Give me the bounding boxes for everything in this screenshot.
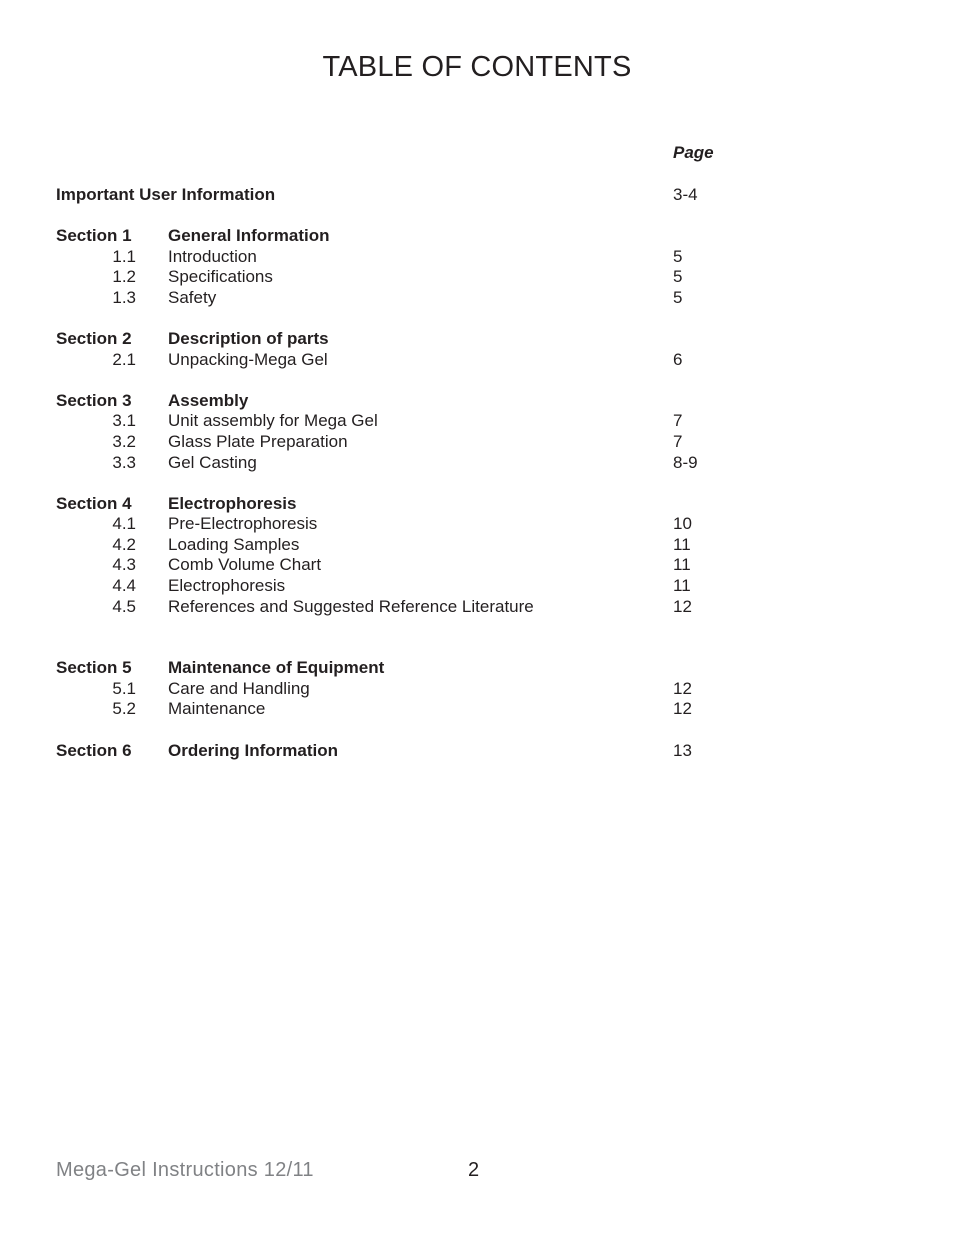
item-number: 3.2 xyxy=(112,432,136,451)
toc-item-4-3 xyxy=(0,554,954,575)
item-number: 4.1 xyxy=(112,514,136,533)
section-title: Maintenance of Equipment xyxy=(168,658,385,677)
toc-item-5-1 xyxy=(0,678,954,699)
item-title: Glass Plate Preparation xyxy=(168,432,348,451)
item-number: 1.3 xyxy=(112,288,136,307)
item-page: 7 xyxy=(673,432,683,451)
toc-item-4-4 xyxy=(0,575,954,596)
toc-item-5-2 xyxy=(0,698,954,719)
item-title: Comb Volume Chart xyxy=(168,555,322,574)
toc-section-4 xyxy=(0,493,954,514)
item-title: Gel Casting xyxy=(168,453,257,472)
footer-page-number: 2 xyxy=(468,1159,480,1181)
item-title: Unpacking-Mega Gel xyxy=(168,350,328,369)
toc-section-3 xyxy=(0,390,954,411)
toc-section-5 xyxy=(0,657,954,678)
item-page: 8-9 xyxy=(673,453,698,472)
item-page: 12 xyxy=(673,597,692,616)
item-number: 2.1 xyxy=(112,350,136,369)
item-title: Loading Samples xyxy=(168,535,300,554)
toc-item-4-2 xyxy=(0,534,954,555)
item-number: 1.2 xyxy=(112,267,136,286)
page-column-header: Page xyxy=(673,143,714,162)
item-page: 7 xyxy=(673,411,683,430)
section-label: Section 3 xyxy=(56,391,132,410)
section-label: Section 5 xyxy=(56,658,132,677)
toc-section-6 xyxy=(0,740,954,761)
section-title: Description of parts xyxy=(168,329,329,348)
item-number: 3.1 xyxy=(112,411,136,430)
item-page: 11 xyxy=(673,535,691,554)
item-number: 5.2 xyxy=(112,699,136,718)
item-number: 4.3 xyxy=(112,555,136,574)
item-title: Electrophoresis xyxy=(168,576,286,595)
important-info-page: 3-4 xyxy=(673,185,698,204)
section-label: Section 4 xyxy=(56,494,132,513)
toc-item-1-2 xyxy=(0,266,954,287)
important-info-label: Important User Information xyxy=(56,185,276,204)
footer-doc-name: Mega-Gel Instructions 12/11 xyxy=(56,1159,314,1181)
item-page: 12 xyxy=(673,679,692,698)
toc-item-3-2 xyxy=(0,431,954,452)
item-number: 5.1 xyxy=(112,679,136,698)
section-title: Electrophoresis xyxy=(168,494,297,513)
section-title: Ordering Information xyxy=(168,741,338,760)
item-title: References and Suggested Reference Literature xyxy=(168,597,534,616)
page-title: TABLE OF CONTENTS xyxy=(322,51,632,83)
section-title: Assembly xyxy=(168,391,249,410)
toc-item-2-1 xyxy=(0,349,954,370)
item-page: 10 xyxy=(673,514,692,533)
item-number: 4.2 xyxy=(112,535,136,554)
toc-item-3-1 xyxy=(0,410,954,431)
item-page: 5 xyxy=(673,267,683,286)
section-page: 13 xyxy=(673,741,692,760)
item-title: Safety xyxy=(168,288,217,307)
item-page: 5 xyxy=(673,288,683,307)
toc-item-1-1 xyxy=(0,246,954,267)
toc-item-3-3 xyxy=(0,452,954,473)
item-title: Introduction xyxy=(168,247,257,266)
item-number: 1.1 xyxy=(112,247,136,266)
item-page: 11 xyxy=(673,555,691,574)
section-label: Section 2 xyxy=(56,329,132,348)
item-number: 3.3 xyxy=(112,453,136,472)
item-page: 11 xyxy=(673,576,691,595)
section-label: Section 1 xyxy=(56,226,132,245)
item-title: Specifications xyxy=(168,267,273,286)
toc-item-4-1 xyxy=(0,513,954,534)
item-title: Maintenance xyxy=(168,699,266,718)
item-page: 6 xyxy=(673,350,683,369)
toc-item-4-5 xyxy=(0,596,954,617)
item-title: Care and Handling xyxy=(168,679,310,698)
section-title: General Information xyxy=(168,226,330,245)
item-number: 4.4 xyxy=(112,576,136,595)
toc-item-1-3 xyxy=(0,287,954,308)
item-title: Unit assembly for Mega Gel xyxy=(168,411,378,430)
toc-section-2 xyxy=(0,328,954,349)
item-title: Pre-Electrophoresis xyxy=(168,514,318,533)
section-label: Section 6 xyxy=(56,741,132,760)
toc-row-important xyxy=(0,184,954,205)
item-page: 12 xyxy=(673,699,692,718)
item-page: 5 xyxy=(673,247,683,266)
item-number: 4.5 xyxy=(112,597,136,616)
toc-section-1 xyxy=(0,225,954,246)
